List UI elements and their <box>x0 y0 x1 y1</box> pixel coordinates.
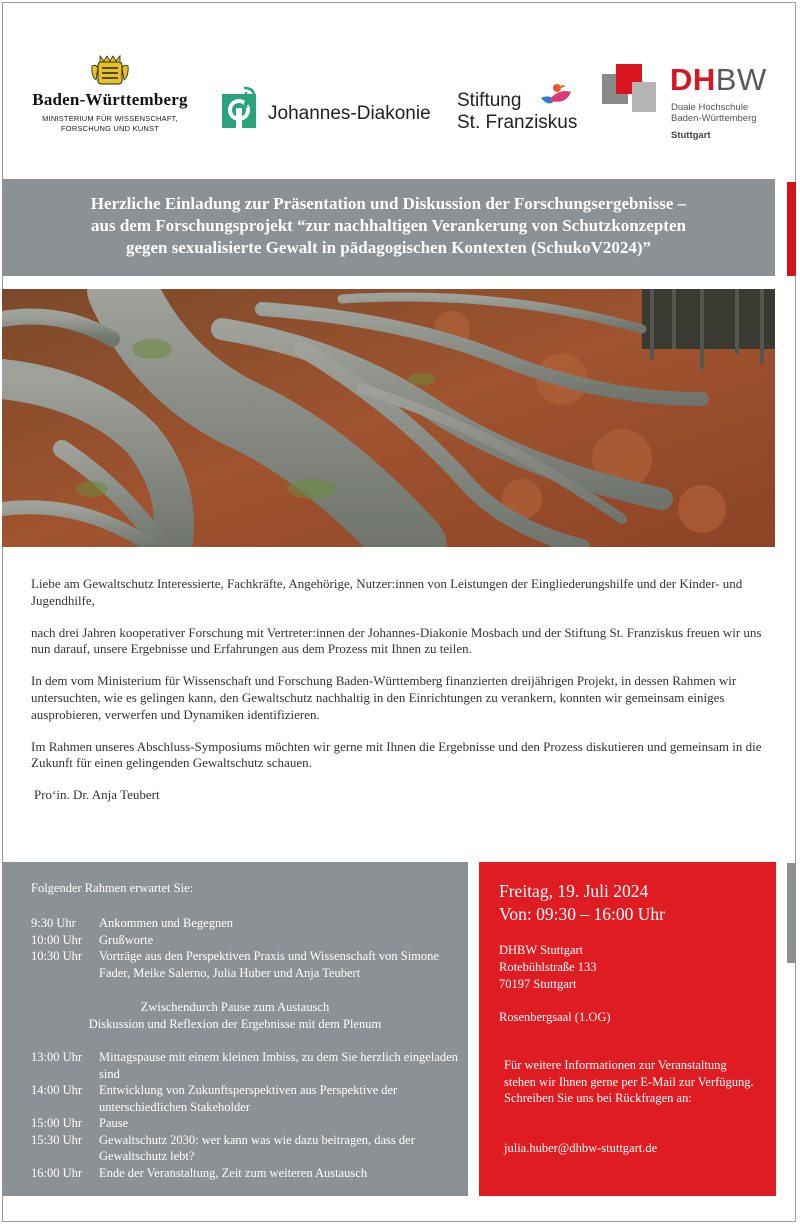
sf-line: Stiftung <box>457 90 522 111</box>
program-item <box>31 1082 461 1115</box>
pause-line: Zwischendurch Pause zum Austausch <box>140 1000 330 1014</box>
program-time: 10:00 Uhr <box>31 932 83 947</box>
program-item <box>31 915 461 932</box>
program-item <box>31 1165 461 1182</box>
bw-sub-line: MINISTERIUM FÜR WISSENSCHAFT, <box>42 114 178 123</box>
contact-email-link[interactable]: julia.huber@dhbw-stuttgart.de <box>504 1141 658 1155</box>
program-item <box>31 948 461 981</box>
program-time: 13:00 Uhr <box>31 1050 83 1064</box>
program-time: 10:30 Uhr <box>31 949 83 963</box>
event-info-box <box>479 862 776 1196</box>
red-accent-strip <box>787 182 796 276</box>
address-line: 70197 Stuttgart <box>499 977 577 991</box>
contact-note: Für weitere Informationen zur Veranstaltung stehen wir Ihnen gerne per E-Mail zur Verfügung. Schreiben Sie uns bei Rückfragen an: <box>504 1058 754 1105</box>
letter-paragraph: Liebe am Gewaltschutz Interessierte, Fachkräfte, Angehörige, Nutzer:innen von Leistungen der Eingliederungshilfe und der Kinder- und Jugendhilfe, <box>31 576 743 608</box>
logo-johannes-diakonie <box>222 84 431 132</box>
invitation-title <box>2 193 775 259</box>
program-text: Pause <box>99 1116 129 1130</box>
event-address <box>499 942 597 993</box>
jd-name: Johannes-Diakonie <box>268 103 431 124</box>
coat-of-arms-icon <box>90 52 130 88</box>
signature: Pro‘in. Dr. Anja Teubert <box>34 787 160 803</box>
bw-name: Baden-Württemberg <box>32 90 188 109</box>
bw-sub-line: FORSCHUNG UND KUNST <box>61 124 159 133</box>
letter-paragraph: Im Rahmen unseres Abschluss-Symposiums möchten wir gerne mit Ihnen die Ergebnisse und den Prozess diskutieren und gemeinsam in die Zukunft für einen gelingenden Gewaltschutz schauen. <box>31 738 762 771</box>
program-text: Grußworte <box>99 932 154 947</box>
program-heading: Folgender Rahmen erwartet Sie: <box>31 881 194 895</box>
program-item <box>31 1115 461 1132</box>
address-line: Rotebühlstraße 133 <box>499 960 597 974</box>
program-item <box>31 1132 461 1165</box>
title-line: aus dem Forschungsprojekt “zur nachhaltigen Verankerung von Schutzkonzepten <box>91 216 686 235</box>
dhbw-sub-line: Baden-Württemberg <box>671 113 757 124</box>
program-item <box>31 932 461 949</box>
program-time: 15:30 Uhr <box>31 1132 83 1147</box>
sf-line: St. Franziskus <box>457 112 578 133</box>
dhbw-sub-line: Duale Hochschule <box>671 102 749 113</box>
program-pause <box>2 999 468 1033</box>
program-text: Vorträge aus den Perspektiven Praxis und Wissenschaft von Simone Fader, Meike Salerno, Julia Huber und Anja Teubert <box>99 949 439 980</box>
program-text: Ende der Veranstaltung, Zeit zum weiteren Austausch <box>99 1165 368 1180</box>
title-line: gegen sexualisierte Gewalt in pädagogischen Kontexten (SchukoV2024)” <box>125 238 652 257</box>
johannes-diakonie-icon <box>222 86 262 130</box>
program-list-before <box>31 915 461 981</box>
dhbw-city: Stuttgart <box>671 130 711 141</box>
event-date: Freitag, 19. Juli 2024 <box>499 881 649 901</box>
program-text: Mittagspause mit einem kleinen Imbiss, zu dem Sie herzlich eingeladen sind <box>99 1050 458 1081</box>
dhbw-mark-icon <box>602 60 660 116</box>
logo-baden-wuerttemberg <box>30 52 190 134</box>
dhbw-dh: DH <box>670 62 716 97</box>
program-list-after <box>31 1049 461 1181</box>
title-line: Herzliche Einladung zur Präsentation und Diskussion der Forschungsergebnisse – <box>90 194 687 213</box>
program-box <box>2 862 468 1196</box>
invitation-letter <box>31 576 766 819</box>
program-text: Gewaltschutz 2030: wer kann was wie dazu beitragen, dass der Gewaltschutz lebt? <box>99 1132 415 1163</box>
grey-accent-strip <box>787 863 796 963</box>
address-line: DHBW Stuttgart <box>499 943 584 957</box>
logo-stiftung-st-franziskus <box>457 82 587 136</box>
letter-paragraph: nach drei Jahren kooperativer Forschung mit Vertreter:innen der Johannes-Diakonie Mosbach und der Stiftung St. Franziskus freuen wir uns nun darauf, unsere Ergebnisse und Erfahrungen aus dem Prozess mit Ihnen zu teilen. <box>31 624 762 657</box>
tree-roots-photo <box>2 289 775 547</box>
bird-icon <box>539 82 575 112</box>
event-datetime <box>499 880 665 926</box>
program-text: Ankommen und Begegnen <box>99 916 234 930</box>
title-banner <box>2 179 775 276</box>
event-time: Von: 09:30 – 16:00 Uhr <box>499 904 665 924</box>
program-time: 16:00 Uhr <box>31 1165 83 1180</box>
program-text: Entwicklung von Zukunftsperspektiven aus Perspektive der unterschiedlichen Stakeholder <box>99 1083 398 1114</box>
letter-paragraph: In dem vom Ministerium für Wissenschaft und Forschung Baden-Württemberg finanzierten dreijährigen Projekt, in dessen Rahmen wir untersuchten, wie es gelingen kann, den Gewaltschutz nachhaltig in den Einrichtungen zu verankern, konnten wir gemeinsam einiges ausprobieren, verwerfen und Dynamiken identifizieren. <box>31 673 737 722</box>
dhbw-bw: BW <box>715 62 767 97</box>
program-time: 14:00 Uhr <box>31 1083 83 1097</box>
logo-dhbw <box>602 58 782 148</box>
program-time: 15:00 Uhr <box>31 1116 83 1130</box>
program-time: 9:30 Uhr <box>31 916 76 930</box>
bw-ministry <box>30 114 190 134</box>
dhbw-title <box>670 62 767 98</box>
event-room: Rosenbergsaal (1.OG) <box>499 1010 611 1024</box>
dhbw-subtitle <box>671 102 757 124</box>
pause-line: Diskussion und Reflexion der Ergebnisse mit dem Plenum <box>88 1017 382 1031</box>
program-item <box>31 1049 461 1082</box>
